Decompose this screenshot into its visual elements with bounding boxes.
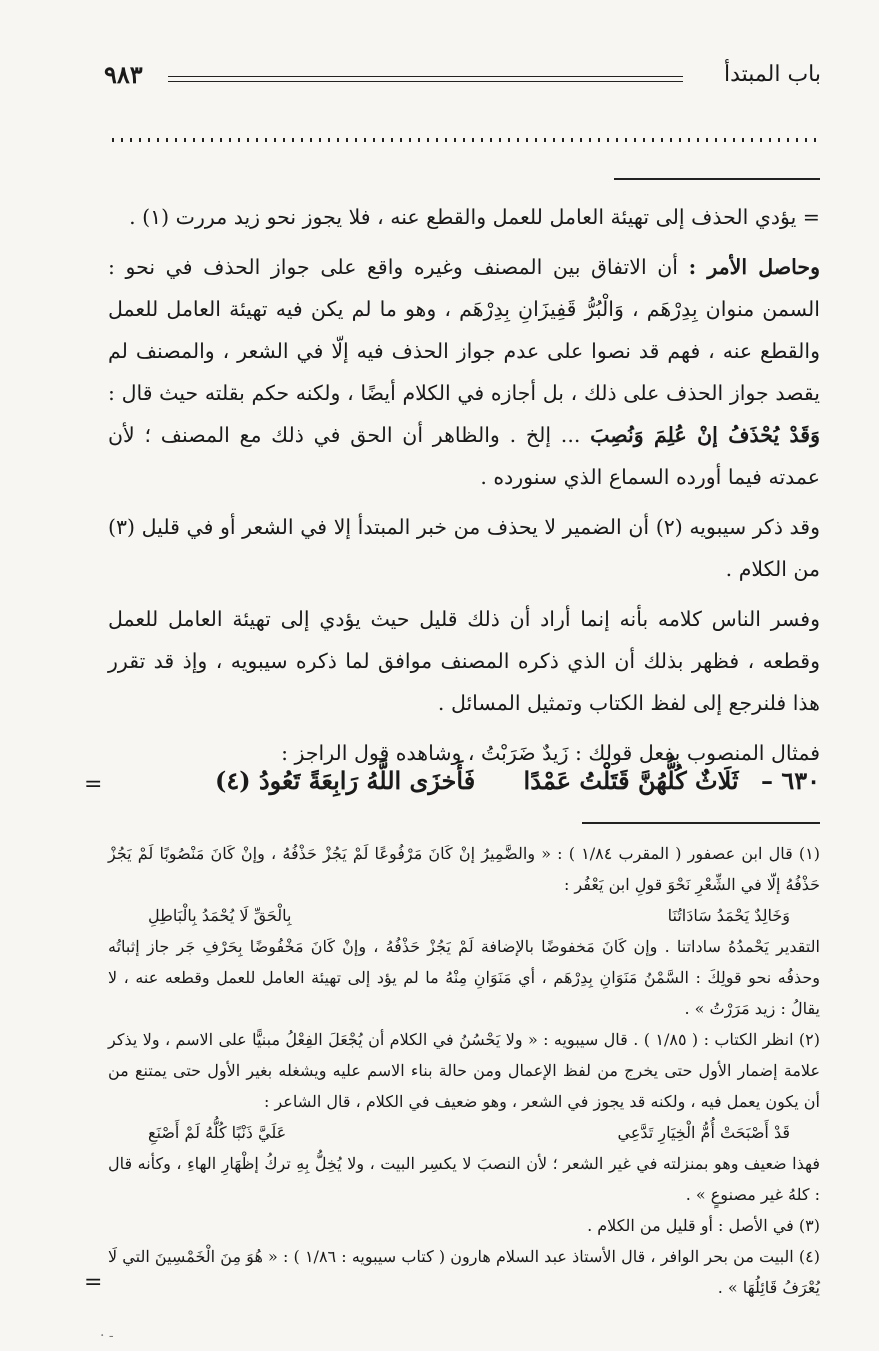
paragraph-2-quote: وَقَدْ يُحْذَفُ إنْ عُلِمَ وَنُصِبَ <box>590 423 820 447</box>
main-text <box>108 196 820 782</box>
verse-hemistich-1: ثَلَاثٌ كُلُّهُنَّ قَتَلْتُ عَمْدًا <box>523 766 739 795</box>
verse-number: ٦٣٠ – <box>760 766 820 795</box>
footnotes <box>108 838 820 1303</box>
dotted-separator <box>112 138 820 142</box>
footnote-2-poem <box>108 1117 820 1148</box>
paragraph-5: فمثال المنصوب بفعل قولك : زَيدٌ ضَرَبْتُ ، وشاهده قول الراجز : <box>281 741 820 765</box>
paragraph-3: وقد ذكر سيبويه (٢) أن الضمير لا يحذف من خبر المبتدأ إلا في الشعر أو في قليل (٣) من الكلام . <box>108 515 821 581</box>
footnote-1-poem <box>108 900 820 931</box>
paragraph-2-text-b: ... إلخ . والظاهر أن الحق في ذلك مع المصنف ؛ لأن عمدته فيما أورده السماع الذي سنورده . <box>108 423 820 489</box>
paragraph-4: وفسر الناس كلامه بأنه إنما أراد أن ذلك قليل حيث يؤدي إلى تهيئة العامل للعمل وقطعه ، فظهر بذلك أن الذي ذكره المصنف موافق لما ذكره سيبويه ، وإذ قد تقرر هذا فلنرجع إلى لفظ الكتاب وتمثيل المسائل . <box>108 607 820 715</box>
paragraph-1: = يؤدي الحذف إلى تهيئة العامل للعمل والقطع عنه ، فلا يجوز نحو زيد مررت (١) . <box>129 205 820 229</box>
footnote-1-poem-second: بِالْحَقِّ لَا يُحْمَدُ بِالْبَاطِلِ <box>148 906 292 925</box>
page-number: ٩٨٣ <box>104 60 143 89</box>
header-rule <box>168 76 683 82</box>
verse-hemistich-2: فَأَخزَى اللَّهُ رَابِعَةً تَعُودُ (٤) <box>214 766 476 795</box>
scan-mark: · - <box>100 1328 114 1344</box>
continuation-mark: = <box>84 772 103 797</box>
footnote-2: (٢) انظر الكتاب : ( ١/٨٥ ) . قال سيبويه : « ولا يَحْسُنُ في الكلام أن يُجْعَلَ الفِعْلُ مبنيًّا على الاسم ، ولا يذكر علامة إضمار الأول حتى يخرج من لفظ الإعمال ومن حالة بناء الاسم عليه ويشغله بغير الأول حتى يمتنع من أن يكون يعمل فيه ، ولكنه قد يجوز في الشعر ، وهو ضعيف في الكلام ، قال الشاعر : <box>108 1030 821 1111</box>
footnote-rule <box>582 822 820 824</box>
chapter-title: باب المبتدأ <box>723 62 821 87</box>
footnote-2-poem-second: عَلَيَّ ذَنْبًا كُلُّهُ لَمْ أَصْنَعِ <box>148 1123 287 1142</box>
footnote-2-poem-first: قَدْ أَصْبَحَتْ أُمُّ الْخِيَارِ تَدَّعِي <box>617 1123 790 1142</box>
footnote-2-cont: فهذا ضعيف وهو بمنزلته في غير الشعر ؛ لأن النصبَ لا يكسِر البيت ، ولا يُخِلُّ بِهِ تركُ إظْهَارِ الهاءِ ، وكأنه قال : كلهُ غير مصنوعٍ » . <box>108 1154 821 1204</box>
paragraph-2-text-a: أن الاتفاق بين المصنف وغيره واقع على جواز الحذف في نحو : السمن منوان بِدِرْهَم ، وَالْبُرُّ قَفِيزَانِ بِدِرْهَم ، وهو ما لم يكن فيه تهيئة العامل للعمل والقطع عنه ، فهم قد نصوا على عدم جواز الحذف فيه إلّا في الشعر ، والمصنف لم يقصد جواز الحذف على ذلك ، بل أجازه في الكلام أيضًا ، ولكنه حكم بقلته حيث قال : <box>108 255 820 405</box>
footnote-1-poem-first: وَخَالِدٌ يَحْمَدُ سَادَاتُنَا <box>667 906 790 925</box>
top-short-rule <box>614 178 820 180</box>
paragraph-2-lead: وحاصل الأمر : <box>688 255 820 279</box>
footnote-1-cont: التقدير يَحْمدُهُ ساداتنا . وإن كَانَ مَخفوضًا بالإضافة لَمْ يَجُزْ حَذْفُهُ ، وإنْ كَانَ مَخْفُوضًا بِحَرْفِ جَر جاز إثباتُه وحذفُه نحو قولِكَ : السَّمْنُ مَنَوَانِ بِدِرْهَم ، أي مَنَوَانِ مِنْهُ ما لم يؤد إلى تهيئة العامل للعمل وقطعه عنه ، لا يقالُ : زيد مَرَرْتُ » . <box>108 937 820 1018</box>
footnote-3: (٣) في الأصل : أو قليل من الكلام . <box>587 1216 820 1235</box>
footnote-1: (١) قال ابن عصفور ( المقرب ١/٨٤ ) : « والضَّمِيرُ إنْ كَانَ مَرْفُوعًا لَمْ يَجُزْ حَذْفُهُ ، وإنْ كَانَ مَنْصُوبًا لَمْ يَجُزْ حَذْفُهُ إلّا في الشِّعْرِ نَحْوَ قولِ ابن يَعْفُر : <box>108 844 820 894</box>
paragraph-2 <box>108 246 820 498</box>
footnote-continuation-mark: = <box>84 1270 103 1295</box>
footnote-4: (٤) البيت من بحر الوافر ، قال الأستاذ عبد السلام هارون ( كتاب سيبويه : ١/٨٦ ) : « هُوَ مِنَ الْخَمْسِينَ التي لَا يُعْرَفُ قَائِلُهَا » . <box>108 1247 820 1297</box>
poetry-verse <box>120 766 820 795</box>
